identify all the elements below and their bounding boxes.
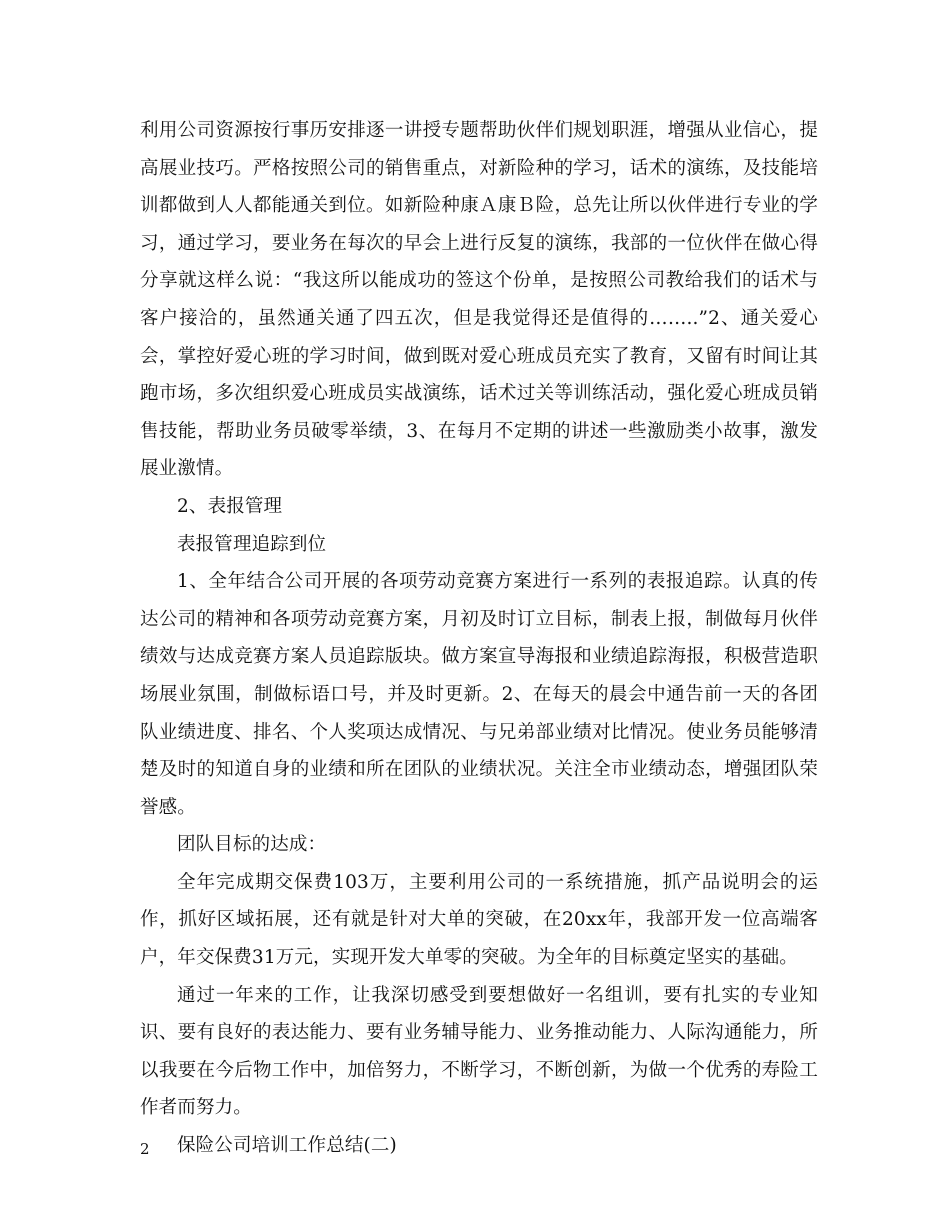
paragraph-6: 全年完成期交保费103万，主要利用公司的一系统措施，抓产品说明会的运作，抓好区域拓展，还有就是针对大单的突破，在20xx年，我部开发一位高端客户，年交保费31万元，实现开发大单零的突破。为全年的目标奠定坚实的基础。: [140, 871, 818, 969]
paragraph-1: 利用公司资源按行事历安排逐一讲授专题帮助伙伴们规划职涯，增强从业信心，提高展业技巧。严格按照公司的销售重点，对新险种的学习，话术的演练，及技能培训都做到人人都能通关到位。如新险种康Ａ康Ｂ险，总先让所以伙伴进行专业的学习，通过学习，要业务在每次的早会上进行反复的演练，我部的一位伙伴在做心得分享就这样么说：“我这所以能成功的签这个份单，是按照公司教给我们的话术与客户接洽的，虽然通关通了四五次，但是我觉得还是值得的……..”2、通关爱心会，掌控好爱心班的学习时间，做到既对爱心班成员充实了教育，又留有时间让其跑市场，多次组织爱心班成员实战演练，话术过关等训练活动，强化爱心班成员销售技能，帮助业务员破零举绩，3、在每月不定期的讲述一些激励类小故事，激发展业激情。: [140, 120, 818, 480]
paragraph-4: 1、全年结合公司开展的各项劳动竞赛方案进行一系列的表报追踪。认真的传达公司的精神和各项劳动竞赛方案，月初及时订立目标，制表上报，制做每月伙伴绩效与达成竞赛方案人员追踪版块。做方案宣导海报和业绩追踪海报，积极营造职场展业氛围，制做标语口号，并及时更新。2、在每天的晨会中通告前一天的各团队业绩进度、排名、个人奖项达成情况、与兄弟部业绩对比情况。使业务员能够清楚及时的知道自身的业绩和所在团队的业绩状况。关注全市业绩动态，增强团队荣誉感。: [140, 571, 818, 818]
paragraph-7: 通过一年来的工作，让我深切感受到要想做好一名组训，要有扎实的专业知识、要有良好的表达能力、要有业务辅导能力、业务推动能力、人际沟通能力，所以我要在今后物工作中，加倍努力，不断学习，不断创新，为做一个优秀的寿险工作者而努力。: [140, 984, 818, 1119]
paragraph-8: 保险公司培训工作总结(二): [177, 1135, 397, 1157]
paragraph-5: 团队目标的达成：: [177, 834, 327, 856]
page-number: 2: [140, 1140, 150, 1158]
document-body: [140, 112, 818, 1165]
paragraph-3: 表报管理追踪到位: [177, 533, 327, 555]
paragraph-2: 2、表报管理: [177, 495, 283, 517]
